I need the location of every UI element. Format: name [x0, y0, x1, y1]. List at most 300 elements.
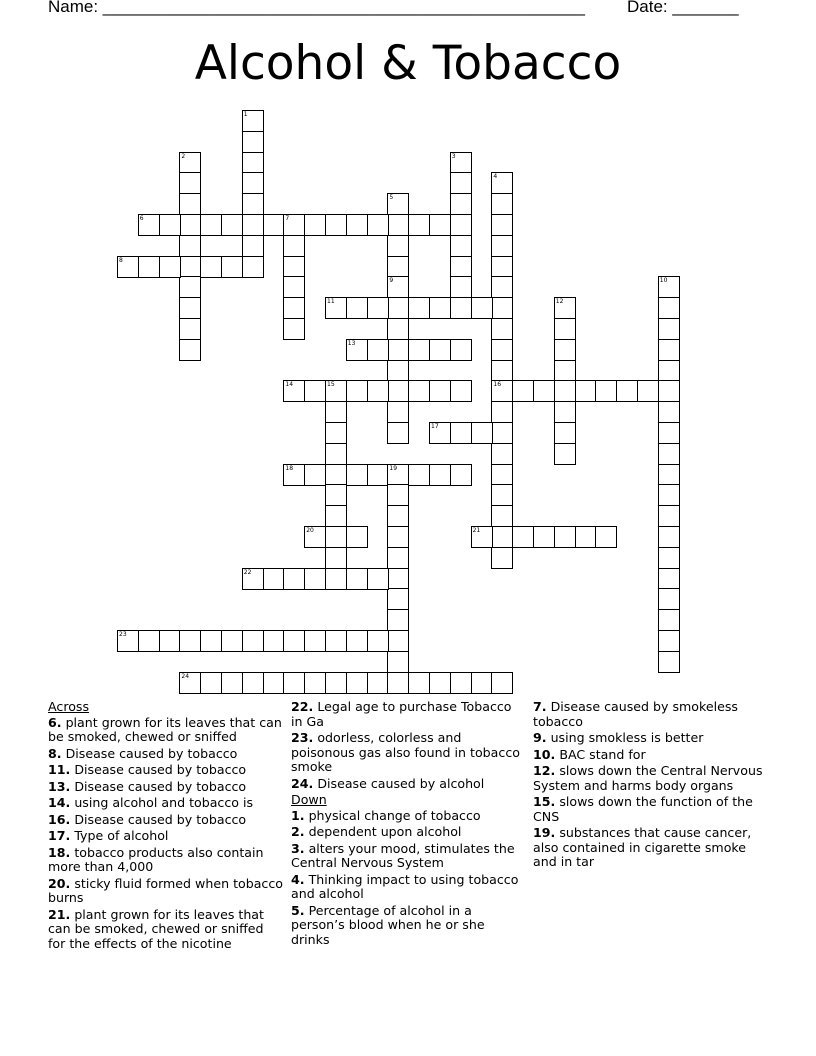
- grid-cell[interactable]: [387, 568, 409, 590]
- grid-cell[interactable]: [554, 422, 576, 444]
- grid-cell[interactable]: [200, 672, 222, 694]
- grid-cell[interactable]: [658, 401, 680, 423]
- grid-cell[interactable]: [346, 630, 368, 652]
- grid-cell[interactable]: [242, 152, 264, 174]
- clue-item-text: plant grown for its leaves that can be smoked, chewed or sniffed for the effects of the nicotine: [48, 906, 264, 951]
- grid-cell[interactable]: [283, 276, 305, 298]
- grid-cell[interactable]: [179, 235, 201, 257]
- grid-cell[interactable]: [491, 547, 513, 569]
- grid-cell[interactable]: [367, 339, 389, 361]
- grid-cell[interactable]: [450, 193, 472, 215]
- grid-cell[interactable]: [491, 214, 513, 236]
- grid-cell[interactable]: [325, 297, 347, 319]
- grid-cell[interactable]: [491, 172, 513, 194]
- grid-cell[interactable]: [658, 526, 680, 548]
- grid-cell[interactable]: [491, 380, 513, 402]
- grid-cell[interactable]: [325, 630, 347, 652]
- date-field[interactable]: Date: _______: [627, 0, 739, 16]
- grid-cell[interactable]: [658, 609, 680, 631]
- grid-cell[interactable]: [242, 630, 264, 652]
- clue-item-text: Disease caused by tobacco: [61, 745, 238, 761]
- grid-cell[interactable]: [387, 609, 409, 631]
- clue-item-text: sticky fluid formed when tobacco burns: [48, 875, 283, 905]
- clue-section-heading: Down: [291, 792, 327, 807]
- grid-cell[interactable]: [408, 464, 430, 486]
- grid-cell[interactable]: [491, 401, 513, 423]
- clue-number: 12: [555, 298, 564, 306]
- grid-cell[interactable]: [117, 256, 139, 278]
- clue-number: 13: [347, 339, 356, 347]
- grid-cell[interactable]: [387, 672, 409, 694]
- clue-item-text: slows down the function of the CNS: [533, 794, 753, 824]
- grid-cell[interactable]: [387, 588, 409, 610]
- grid-cell[interactable]: [387, 193, 409, 215]
- grid-cell[interactable]: [554, 339, 576, 361]
- grid-cell[interactable]: [242, 256, 264, 278]
- grid-cell[interactable]: [387, 339, 409, 361]
- grid-cell[interactable]: [658, 318, 680, 340]
- grid-cell[interactable]: [491, 193, 513, 215]
- grid-cell[interactable]: [387, 360, 409, 382]
- grid-cell[interactable]: [325, 380, 347, 402]
- clue-number: 4: [493, 173, 498, 181]
- grid-cell[interactable]: [533, 380, 555, 402]
- clue-item: [291, 700, 526, 729]
- grid-cell[interactable]: [450, 214, 472, 236]
- grid-cell[interactable]: [283, 235, 305, 257]
- grid-cell[interactable]: [159, 630, 181, 652]
- clue-number: 3: [451, 152, 456, 160]
- grid-cell[interactable]: [429, 214, 451, 236]
- grid-cell[interactable]: [491, 318, 513, 340]
- grid-cell[interactable]: [387, 380, 409, 402]
- clue-item-text: odorless, colorless and poisonous gas also found in tobacco smoke: [291, 730, 520, 774]
- clue-item-number: 3.: [291, 840, 305, 856]
- clue-number: 16: [493, 381, 502, 389]
- grid-cell[interactable]: [450, 672, 472, 694]
- grid-cell[interactable]: [408, 672, 430, 694]
- clue-item: [533, 731, 768, 746]
- grid-cell[interactable]: [325, 672, 347, 694]
- clue-item-text: Disease caused by tobacco: [70, 762, 247, 777]
- grid-cell[interactable]: [658, 630, 680, 652]
- clue-number: 15: [327, 381, 335, 389]
- clue-number: 11: [327, 298, 335, 306]
- clue-item: [48, 747, 283, 762]
- clue-item-number: 19.: [533, 825, 556, 840]
- grid-cell[interactable]: [179, 297, 201, 319]
- grid-cell[interactable]: [117, 630, 139, 652]
- clue-item: [48, 763, 283, 778]
- clue-item-text: plant grown for its leaves that can be smoked, chewed or sniffed: [48, 714, 282, 744]
- grid-cell[interactable]: [450, 339, 472, 361]
- clue-item: [291, 842, 526, 871]
- grid-cell[interactable]: [658, 464, 680, 486]
- clue-item-number: 18.: [48, 844, 71, 860]
- grid-cell[interactable]: [242, 214, 264, 236]
- grid-cell[interactable]: [283, 318, 305, 340]
- clue-number: 9: [389, 277, 394, 285]
- grid-cell[interactable]: [179, 318, 201, 340]
- clue-item-text: dependent upon alcohol: [304, 824, 462, 839]
- grid-cell[interactable]: [658, 360, 680, 382]
- grid-cell[interactable]: [658, 568, 680, 590]
- grid-cell[interactable]: [367, 630, 389, 652]
- grid-cell[interactable]: [200, 214, 222, 236]
- grid-cell[interactable]: [554, 401, 576, 423]
- clue-number: 20: [306, 527, 314, 534]
- grid-cell[interactable]: [658, 547, 680, 569]
- grid-cell[interactable]: [346, 464, 368, 486]
- clue-item-number: 12.: [533, 763, 556, 778]
- grid-cell[interactable]: [159, 256, 181, 278]
- clue-item-text: Type of alcohol: [70, 828, 169, 843]
- grid-cell[interactable]: [450, 464, 472, 486]
- clue-number: 5: [389, 194, 394, 202]
- grid-cell[interactable]: [367, 380, 389, 402]
- grid-cell[interactable]: [408, 214, 430, 236]
- clue-item-number: 11.: [48, 762, 71, 777]
- grid-cell[interactable]: [138, 256, 160, 278]
- clue-item: [48, 716, 283, 745]
- clue-number: 8: [119, 256, 123, 264]
- grid-cell[interactable]: [429, 422, 451, 444]
- clue-item: [291, 904, 526, 948]
- clue-number: 17: [431, 423, 439, 430]
- grid-cell[interactable]: [367, 297, 389, 319]
- clue-item-text: using alcohol and tobacco is: [70, 795, 254, 810]
- clue-item-text: Legal age to purchase Tobacco in Ga: [291, 699, 512, 729]
- grid-cell[interactable]: [325, 214, 347, 236]
- clue-number: 21: [472, 527, 481, 534]
- grid-cell[interactable]: [325, 464, 347, 486]
- clue-item: [291, 825, 526, 840]
- clue-item-text: substances that cause cancer, also contained in cigarette smoke and in tar: [533, 825, 752, 869]
- grid-cell[interactable]: [283, 380, 305, 402]
- clue-item-number: 5.: [291, 902, 305, 918]
- grid-cell[interactable]: [408, 380, 430, 402]
- page-title: Alcohol & Tobacco: [194, 36, 622, 91]
- clue-item: [48, 846, 283, 875]
- grid-cell[interactable]: [491, 422, 513, 444]
- grid-cell[interactable]: [575, 526, 597, 548]
- grid-cell[interactable]: [283, 630, 305, 652]
- grid-cell[interactable]: [367, 568, 389, 590]
- clue-number: 18: [285, 464, 294, 472]
- grid-cell[interactable]: [450, 172, 472, 194]
- grid-cell[interactable]: [138, 214, 160, 236]
- grid-cell[interactable]: [283, 568, 305, 590]
- grid-cell[interactable]: [346, 568, 368, 590]
- grid-cell[interactable]: [367, 672, 389, 694]
- grid-cell[interactable]: [429, 297, 451, 319]
- grid-cell[interactable]: [138, 630, 160, 652]
- name-field[interactable]: Name: ___________________________________________________: [48, 0, 585, 16]
- grid-cell[interactable]: [408, 339, 430, 361]
- grid-cell[interactable]: [408, 297, 430, 319]
- clue-item-number: 20.: [48, 875, 71, 891]
- grid-cell[interactable]: [325, 484, 347, 506]
- grid-cell[interactable]: [200, 630, 222, 652]
- clue-item: [533, 748, 768, 763]
- clue-item-text: Disease caused by smokeless tobacco: [533, 699, 738, 729]
- clue-item-number: 15.: [533, 794, 556, 809]
- clue-item-number: 1.: [291, 807, 305, 823]
- clue-number: 7: [285, 215, 290, 222]
- grid-cell[interactable]: [242, 193, 264, 215]
- grid-cell[interactable]: [554, 318, 576, 340]
- clue-item: [533, 795, 768, 824]
- grid-cell[interactable]: [325, 422, 347, 444]
- grid-cell[interactable]: [304, 464, 326, 486]
- grid-cell[interactable]: [491, 526, 513, 548]
- clue-item-text: Disease caused by alcohol: [313, 775, 485, 791]
- grid-cell[interactable]: [450, 276, 472, 298]
- clue-item: [48, 877, 283, 906]
- grid-cell[interactable]: [346, 339, 368, 361]
- grid-cell[interactable]: [450, 297, 472, 319]
- clue-item: [291, 873, 526, 902]
- grid-cell[interactable]: [242, 235, 264, 257]
- grid-cell[interactable]: [304, 380, 326, 402]
- clue-item-number: 24.: [291, 775, 314, 791]
- clue-item-number: 22.: [291, 699, 314, 714]
- grid-cell[interactable]: [637, 380, 659, 402]
- grid-cell[interactable]: [179, 214, 201, 236]
- clue-item-number: 13.: [48, 778, 71, 794]
- clue-item: [533, 700, 768, 729]
- clue-number: 10: [659, 277, 668, 285]
- grid-cell[interactable]: [221, 630, 243, 652]
- grid-cell[interactable]: [491, 484, 513, 506]
- grid-cell[interactable]: [658, 339, 680, 361]
- clue-number: 22: [243, 568, 252, 576]
- grid-cell[interactable]: [387, 276, 409, 298]
- grid-cell[interactable]: [658, 443, 680, 465]
- grid-cell[interactable]: [658, 297, 680, 319]
- grid-cell[interactable]: [491, 672, 513, 694]
- grid-cell[interactable]: [512, 380, 534, 402]
- grid-cell[interactable]: [263, 672, 285, 694]
- clue-item-number: 10.: [533, 746, 556, 762]
- clue-item-text: Percentage of alcohol in a person’s blood when he or she drinks: [291, 902, 485, 947]
- clues-column-3: [533, 700, 768, 872]
- clue-item-number: 17.: [48, 828, 71, 843]
- grid-cell[interactable]: [595, 526, 617, 548]
- grid-cell[interactable]: [658, 505, 680, 527]
- grid-cell[interactable]: [658, 588, 680, 610]
- grid-cell[interactable]: [387, 526, 409, 548]
- grid-cell[interactable]: [387, 422, 409, 444]
- grid-cell[interactable]: [658, 484, 680, 506]
- grid-cell[interactable]: [387, 484, 409, 506]
- grid-cell[interactable]: [283, 297, 305, 319]
- grid-cell[interactable]: [491, 256, 513, 278]
- grid-cell[interactable]: [387, 256, 409, 278]
- grid-cell[interactable]: [159, 214, 181, 236]
- grid-cell[interactable]: [179, 339, 201, 361]
- clue-number: 19: [389, 464, 398, 472]
- clue-item-number: 9.: [533, 730, 547, 745]
- grid-cell[interactable]: [304, 526, 326, 548]
- grid-cell[interactable]: [554, 526, 576, 548]
- grid-cell[interactable]: [491, 276, 513, 298]
- grid-cell[interactable]: [491, 443, 513, 465]
- grid-cell[interactable]: [242, 568, 264, 590]
- grid-cell[interactable]: [263, 214, 285, 236]
- clues-column-2: [291, 700, 526, 949]
- grid-cell[interactable]: [346, 672, 368, 694]
- grid-cell[interactable]: [263, 630, 285, 652]
- grid-cell[interactable]: [491, 464, 513, 486]
- grid-cell[interactable]: [283, 672, 305, 694]
- grid-cell[interactable]: [221, 214, 243, 236]
- grid-cell[interactable]: [554, 297, 576, 319]
- grid-cell[interactable]: [658, 422, 680, 444]
- grid-cell[interactable]: [387, 505, 409, 527]
- grid-cell[interactable]: [242, 172, 264, 194]
- clue-item-text: Disease caused by tobacco: [70, 811, 247, 827]
- grid-cell[interactable]: [304, 672, 326, 694]
- grid-cell[interactable]: [554, 360, 576, 382]
- grid-cell[interactable]: [325, 568, 347, 590]
- grid-cell[interactable]: [429, 380, 451, 402]
- grid-cell[interactable]: [471, 422, 493, 444]
- grid-cell[interactable]: [595, 380, 617, 402]
- clue-item: [533, 826, 768, 870]
- grid-cell[interactable]: [304, 630, 326, 652]
- grid-cell[interactable]: [554, 443, 576, 465]
- grid-cell[interactable]: [491, 339, 513, 361]
- clue-item-number: 6.: [48, 714, 62, 730]
- grid-cell[interactable]: [242, 110, 264, 132]
- clue-number: 23: [119, 631, 127, 638]
- grid-cell[interactable]: [346, 380, 368, 402]
- grid-cell[interactable]: [346, 214, 368, 236]
- clue-number: 1: [243, 111, 248, 118]
- grid-cell[interactable]: [491, 297, 513, 319]
- grid-cell[interactable]: [179, 256, 201, 278]
- grid-cell[interactable]: [429, 672, 451, 694]
- clue-item-text: alters your mood, stimulates the Central Nervous System: [291, 840, 515, 870]
- grid-cell[interactable]: [471, 672, 493, 694]
- grid-cell[interactable]: [387, 214, 409, 236]
- grid-cell[interactable]: [450, 256, 472, 278]
- grid-cell[interactable]: [658, 276, 680, 298]
- grid-cell[interactable]: [221, 672, 243, 694]
- clue-item-number: 7.: [533, 699, 547, 714]
- grid-cell[interactable]: [179, 152, 201, 174]
- grid-cell[interactable]: [450, 380, 472, 402]
- clue-number: 6: [139, 215, 144, 222]
- clue-item-number: 21.: [48, 906, 71, 922]
- clue-item-text: Thinking impact to using tobacco and alcohol: [291, 871, 519, 901]
- grid-cell[interactable]: [283, 214, 305, 236]
- grid-cell[interactable]: [387, 318, 409, 340]
- grid-cell[interactable]: [575, 380, 597, 402]
- grid-cell[interactable]: [387, 547, 409, 569]
- grid-cell[interactable]: [450, 152, 472, 174]
- grid-cell[interactable]: [283, 464, 305, 486]
- grid-cell[interactable]: [387, 464, 409, 486]
- grid-cell[interactable]: [429, 464, 451, 486]
- clue-item-number: 23.: [291, 730, 314, 745]
- grid-cell[interactable]: [283, 256, 305, 278]
- grid-cell[interactable]: [616, 380, 638, 402]
- grid-cell[interactable]: [471, 526, 493, 548]
- grid-cell[interactable]: [491, 360, 513, 382]
- grid-cell[interactable]: [512, 526, 534, 548]
- grid-cell[interactable]: [179, 193, 201, 215]
- grid-cell[interactable]: [304, 568, 326, 590]
- grid-cell[interactable]: [325, 443, 347, 465]
- grid-cell[interactable]: [325, 526, 347, 548]
- grid-cell[interactable]: [429, 339, 451, 361]
- grid-cell[interactable]: [387, 235, 409, 257]
- grid-cell[interactable]: [450, 235, 472, 257]
- grid-cell[interactable]: [346, 297, 368, 319]
- grid-cell[interactable]: [554, 380, 576, 402]
- clues-column-1: [48, 700, 283, 953]
- clue-item: [291, 809, 526, 824]
- grid-cell[interactable]: [325, 547, 347, 569]
- grid-cell[interactable]: [387, 401, 409, 423]
- clue-section-heading: Across: [48, 699, 90, 714]
- clue-item: [291, 731, 526, 775]
- clue-number: 14: [285, 381, 294, 389]
- grid-cell[interactable]: [263, 568, 285, 590]
- grid-cell[interactable]: [658, 380, 680, 402]
- grid-cell[interactable]: [471, 297, 493, 319]
- grid-cell[interactable]: [491, 505, 513, 527]
- clue-item: [48, 780, 283, 795]
- clue-item: [48, 813, 283, 828]
- grid-cell[interactable]: [491, 235, 513, 257]
- clue-item: [48, 796, 283, 811]
- grid-cell[interactable]: [221, 256, 243, 278]
- grid-cell[interactable]: [367, 464, 389, 486]
- clue-item-text: Disease caused by tobacco: [70, 778, 247, 794]
- clue-item: [48, 829, 283, 844]
- clue-item-text: using smokless is better: [546, 730, 704, 745]
- grid-cell[interactable]: [346, 526, 368, 548]
- clue-number: 2: [181, 152, 186, 160]
- grid-cell[interactable]: [658, 651, 680, 673]
- grid-cell[interactable]: [387, 651, 409, 673]
- grid-cell[interactable]: [450, 422, 472, 444]
- clue-item-number: 2.: [291, 824, 305, 839]
- clue-item: [533, 764, 768, 793]
- grid-cell[interactable]: [242, 672, 264, 694]
- grid-cell[interactable]: [179, 630, 201, 652]
- clue-item-number: 4.: [291, 871, 305, 887]
- grid-cell[interactable]: [367, 214, 389, 236]
- grid-cell[interactable]: [179, 172, 201, 194]
- grid-cell[interactable]: [242, 131, 264, 153]
- clue-item: [291, 777, 526, 792]
- grid-cell[interactable]: [179, 672, 201, 694]
- grid-cell[interactable]: [200, 256, 222, 278]
- grid-cell[interactable]: [533, 526, 555, 548]
- grid-cell[interactable]: [387, 630, 409, 652]
- grid-cell[interactable]: [304, 214, 326, 236]
- grid-cell[interactable]: [179, 276, 201, 298]
- grid-cell[interactable]: [325, 505, 347, 527]
- clue-item-text: physical change of tobacco: [304, 807, 481, 823]
- grid-cell[interactable]: [325, 401, 347, 423]
- clue-item-text: slows down the Central Nervous System and harms body organs: [533, 763, 763, 793]
- grid-cell[interactable]: [387, 297, 409, 319]
